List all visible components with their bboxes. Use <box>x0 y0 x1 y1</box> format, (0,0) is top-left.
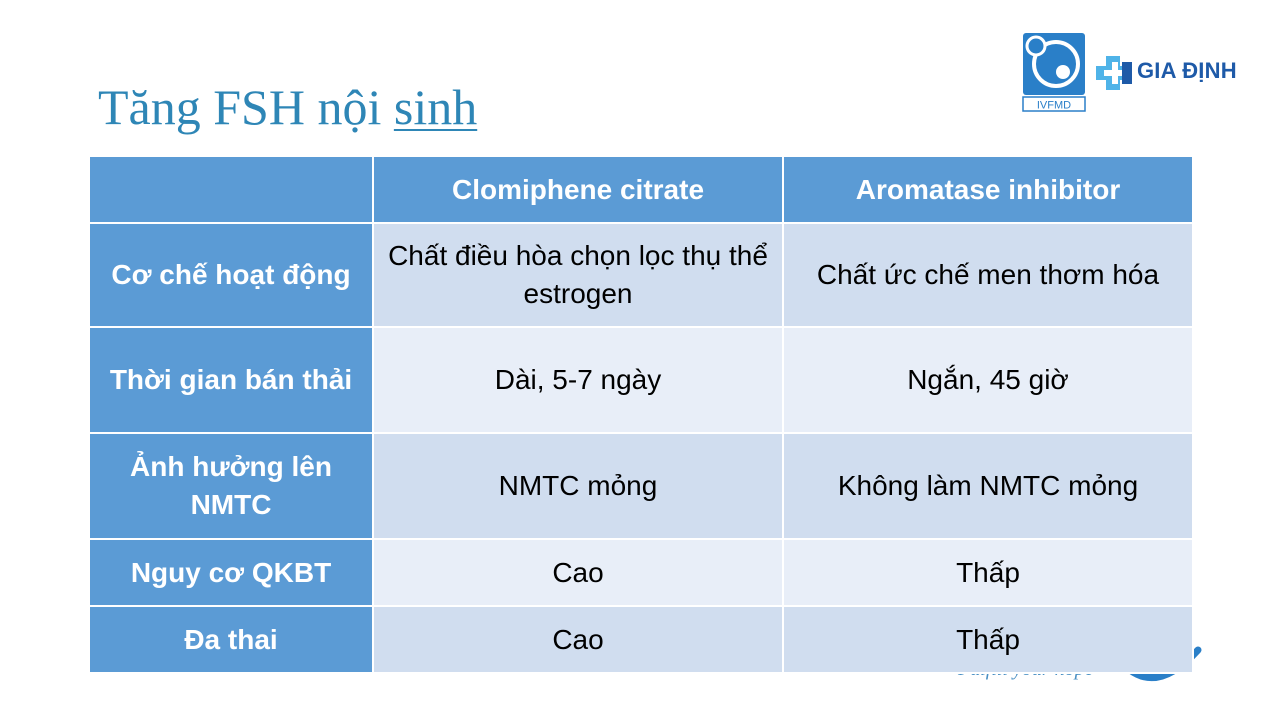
cell-clomiphene-half-life: Dài, 5-7 ngày <box>373 327 783 433</box>
gia-dinh-logo-text: GIA ĐỊNH <box>1137 58 1237 83</box>
table-header-row <box>89 156 1193 223</box>
row-header-endometrium-effect: Ảnh hưởng lên NMTC <box>89 433 373 539</box>
comparison-table <box>88 155 1194 674</box>
cell-clomiphene-endometrium: NMTC mỏng <box>373 433 783 539</box>
title-prefix: Tăng FSH nội <box>98 79 394 135</box>
cell-aromatase-half-life: Ngắn, 45 giờ <box>783 327 1193 433</box>
row-header-multiple-pregnancy: Đa thai <box>89 606 373 673</box>
cell-aromatase-endometrium: Không làm NMTC mỏng <box>783 433 1193 539</box>
cell-clomiphene-multiple: Cao <box>373 606 783 673</box>
title-underlined-word: sinh <box>393 79 478 135</box>
row-header-ohss-risk: Nguy cơ QKBT <box>89 539 373 606</box>
cell-aromatase-mechanism: Chất ức chế men thơm hóa <box>783 223 1193 327</box>
table-row <box>89 606 1193 673</box>
table-row <box>89 223 1193 327</box>
table-row <box>89 539 1193 606</box>
header-cell-aromatase: Aromatase inhibitor <box>783 156 1193 223</box>
ivfmd-logo-text: IVFMD <box>1036 99 1072 112</box>
cell-clomiphene-mechanism: Chất điều hòa chọn lọc thụ thể estrogen <box>373 223 783 327</box>
table-row <box>89 327 1193 433</box>
cell-aromatase-multiple: Thấp <box>783 606 1193 673</box>
header-cell-clomiphene: Clomiphene citrate <box>373 156 783 223</box>
row-header-half-life: Thời gian bán thải <box>89 327 373 433</box>
table-row <box>89 433 1193 539</box>
cell-aromatase-ohss: Thấp <box>783 539 1193 606</box>
slide-title <box>98 80 477 135</box>
ivfmd-logo <box>1022 32 1086 112</box>
cell-clomiphene-ohss: Cao <box>373 539 783 606</box>
header-cell-empty <box>89 156 373 223</box>
row-header-mechanism: Cơ chế hoạt động <box>89 223 373 327</box>
